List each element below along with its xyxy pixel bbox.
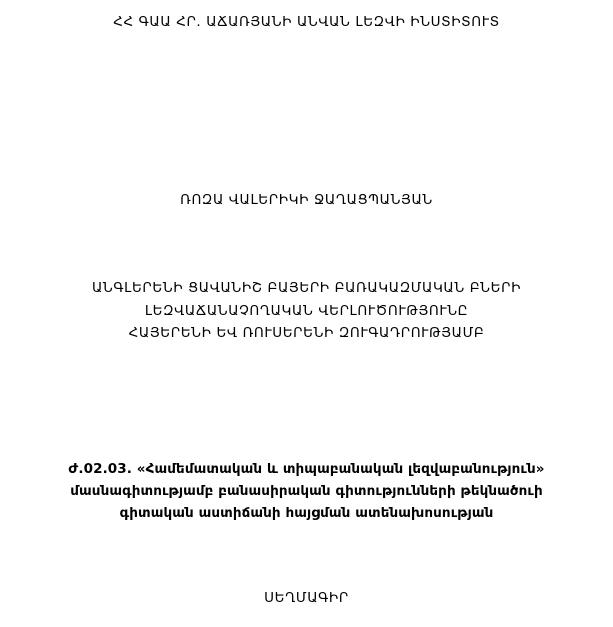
dissertation-title-line-1: ԱՆԳԼԵՐԵՆԻ ՑԱՎԱՆԻՇ ԲԱՅԵՐԻ ԲԱՌԱԿԱԶՄԱԿԱՆ ԲՆԵՐԻ — [91, 280, 521, 296]
specialty-line-2: մասնագիտությամբ բանասիրական գիտությունների թեկնածուի — [70, 483, 543, 499]
author-name: ՌՈԶԱ ՎԱԼԵՐԻԿԻ ՋԱՂԱՑՊԱՆՅԱՆ — [180, 192, 433, 208]
document-type: ՍԵՂՄԱԳԻՐ — [264, 590, 349, 606]
institute-name: ՀՀ ԳԱԱ ՀՐ. ԱՃԱՌՅԱՆԻ ԱՆՎԱՆ ԼԵԶՎԻ ԻՆՍՏԻՏՈՒՏ — [113, 14, 500, 30]
dissertation-title-line-3: ՀԱՅԵՐԵՆԻ ԵՎ ՌՈՒՍԵՐԵՆԻ ԶՈՒԳԱԴՐՈՒԹՅԱՄԲ — [128, 325, 485, 341]
specialty-line-1: Ժ.02.03. «Համեմատական և տիպաբանական լեզվաբանություն» — [68, 461, 545, 477]
dissertation-title-line-2: ԼԵԶՎԱՃԱՆԱՉՈՂԱԿԱՆ ՎԵՐԼՈՒԾՈՒԹՅՈՒՆԸ — [144, 303, 469, 319]
specialty-line-3: գիտական աստիճանի հայցման ատենախոսության — [119, 505, 494, 521]
